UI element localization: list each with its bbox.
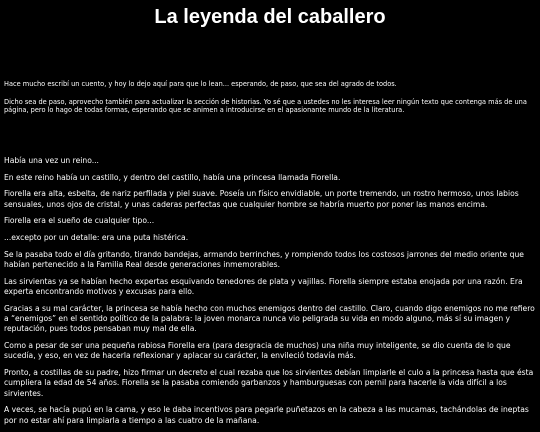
story-paragraph: Pronto, a costillas de su padre, hizo firmar un decreto el cual rezaba que los sirvientes debían limpiarle el culo a la princesa hasta que ésta cumpliera la edad de 54 años. Fiorella se la pasaba comiendo garbanzos y hamburguesas con pernil para hacerle la vida difícil a los sirvientes. [4,367,534,398]
story-paragraph: Se la pasaba todo el día gritando, tirando bandejas, armando berrinches, y rompiendo todos los costosos jarrones del medio oriente que habían pertenecido a la Familia Real desde generaciones inmemorables. [4,249,524,270]
story-paragraph: Fiorella era el sueño de cualquier tipo... [4,216,155,226]
story-paragraph: En este reino había un castillo, y dentro del castillo, había una princesa llamada Fiorella. [4,172,341,182]
story-paragraph: Fiorella era alta, esbelta, de nariz perfilada y piel suave. Poseía un físico envidiable, un porte tremendo, un rostro hermoso, unos labios sensuales, unos ojos de cristal, y unas caderas perfectas que cualquier hombre se habría muerto por poner las manos encima. [4,189,519,209]
story-paragraph: ...excepto por un detalle: era una puta histérica. [4,233,189,243]
page-title: La leyenda del caballero [154,6,386,28]
story-body [4,156,536,432]
intro-section [4,80,536,124]
story-paragraph: Gracias a su mal carácter, la princesa se había hecho con muchos enemigos dentro del castillo. Claro, cuando digo enemigos no me refiero a “enemigos” en el sentido político de la palabra: la joven monarca nunca vio peligrada su vida en modo alguno, más sí su imagen y reputación, pues todos pensaban muy mal de ella. [4,303,535,334]
story-paragraph: Había una vez un reino... [4,156,99,165]
intro-paragraph: Hace mucho escribí un cuento, y hoy lo dejo aquí para que lo lean... esperando, de paso, que sea del agrado de todos. [4,80,397,88]
intro-paragraph: Dicho sea de paso, aprovecho también para actualizar la sección de historias. Yo sé que a ustedes no les interesa leer ningún texto que contenga más de una página, pero lo hago de todas formas, esperando que se animen a introducirse en el apasionante mundo de la literatura. [4,97,527,114]
story-paragraph: Como a pesar de ser una pequeña rabiosa Fiorella era (para desgracia de muchos) una niña muy inteligente, se dio cuenta de lo que sucedía, y eso, en vez de hacerla reflexionar y aplacar su carácter, la envileció todavía más. [4,340,511,361]
story-paragraph: A veces, se hacía pupú en la cama, y eso le daba incentivos para pegarle puñetazos en la cabeza a las mucamas, tachándolas de ineptas por no estar ahí para limpiarla a tiempo a las cuatro de la mañana. [4,405,529,425]
story-paragraph: Las sirvientas ya se habían hecho expertas esquivando tenedores de plata y vajillas. Fiorella siempre estaba enojada por una razón. Era experta encontrando motivos y excusas para ello. [4,276,523,297]
